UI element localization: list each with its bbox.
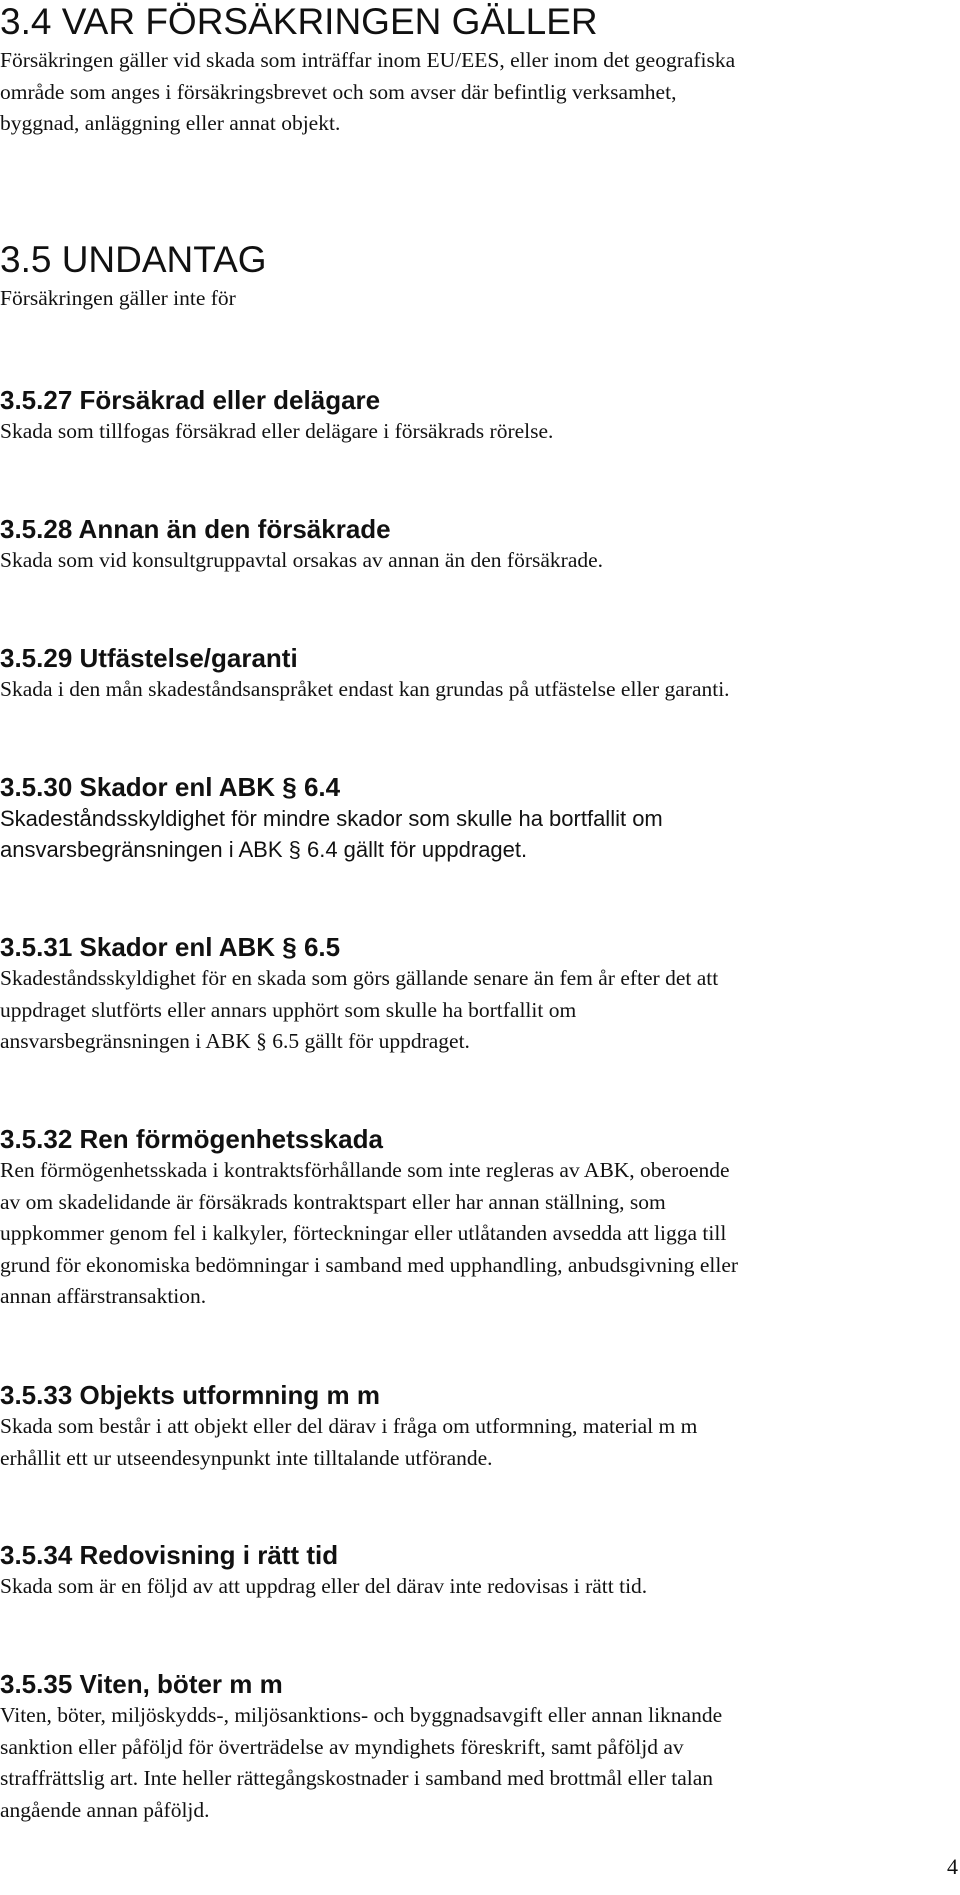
item-heading: 3.5.32 Ren förmögenhetsskada [0,1124,383,1154]
item-heading: 3.5.28 Annan än den försäkrade [0,514,391,544]
exceptions-intro: Försäkringen gäller inte för [0,286,236,310]
exceptions-title: 3.5 UNDANTAG [0,239,267,280]
section-title: 3.4 VAR FÖRSÄKRINGEN GÄLLER [0,1,598,42]
item-text: Skadeståndsskyldighet för mindre skador som skulle ha bortfallit om ansvarsbegränsningen i ABK § 6.4 gällt för uppdraget. [0,806,663,862]
section-body: Försäkringen gäller vid skada som inträffar inom EU/EES, eller inom det geografiska område som anges i försäkringsbrevet och som avser där befintlig verksamhet, byggnad, anläggning eller annat objekt. [0,48,736,135]
item-text: Ren förmögenhetsskada i kontraktsförhållande som inte regleras av ABK, oberoende av om skadelidande är försäkrads kontraktspart eller har annan ställning, som uppkommer genom fel i kalkyler, förteckningar eller utlåtanden avsedda att ligga till grund för ekonomiska bedömningar i samband med upphandling, anbudsgivning eller annan affärstransaktion. [0,1158,739,1308]
item-text: Viten, böter, miljöskydds-, miljösanktions- och byggnadsavgift eller annan liknande sanktion eller påföljd för överträdelse av myndighets föreskrift, samt påföljd av straffrättslig art. Inte heller rättegångskostnader i samband med brottmål eller talan angående annan påföljd. [0,1703,723,1822]
item-text: Skada i den mån skadeståndsanspråket endast kan grundas på utfästelse eller garanti. [0,677,730,701]
item-text: Skada som består i att objekt eller del därav i fråga om utformning, material m m erhållit ett ur utseendesynpunkt inte tilltalande utförande. [0,1414,698,1470]
item-heading: 3.5.27 Försäkrad eller delägare [0,385,381,415]
item-text: Skada som tillfogas försäkrad eller delägare i försäkrads rörelse. [0,419,554,443]
item-heading: 3.5.34 Redovisning i rätt tid [0,1540,339,1570]
item-heading: 3.5.35 Viten, böter m m [0,1669,283,1699]
item-text: Skadeståndsskyldighet för en skada som görs gällande senare än fem år efter det att uppdraget slutförts eller annars upphört som skulle ha bortfallit om ansvarsbegränsningen i ABK § 6.5 gällt för uppdraget. [0,966,719,1053]
item-heading: 3.5.29 Utfästelse/garanti [0,643,298,673]
page-number: 4 [947,1854,958,1879]
item-text: Skada som är en följd av att uppdrag eller del därav inte redovisas i rätt tid. [0,1574,648,1598]
item-text: Skada som vid konsultgruppavtal orsakas av annan än den försäkrade. [0,548,604,572]
item-heading: 3.5.30 Skador enl ABK § 6.4 [0,772,341,802]
item-heading: 3.5.33 Objekts utformning m m [0,1380,380,1410]
item-heading: 3.5.31 Skador enl ABK § 6.5 [0,932,341,962]
